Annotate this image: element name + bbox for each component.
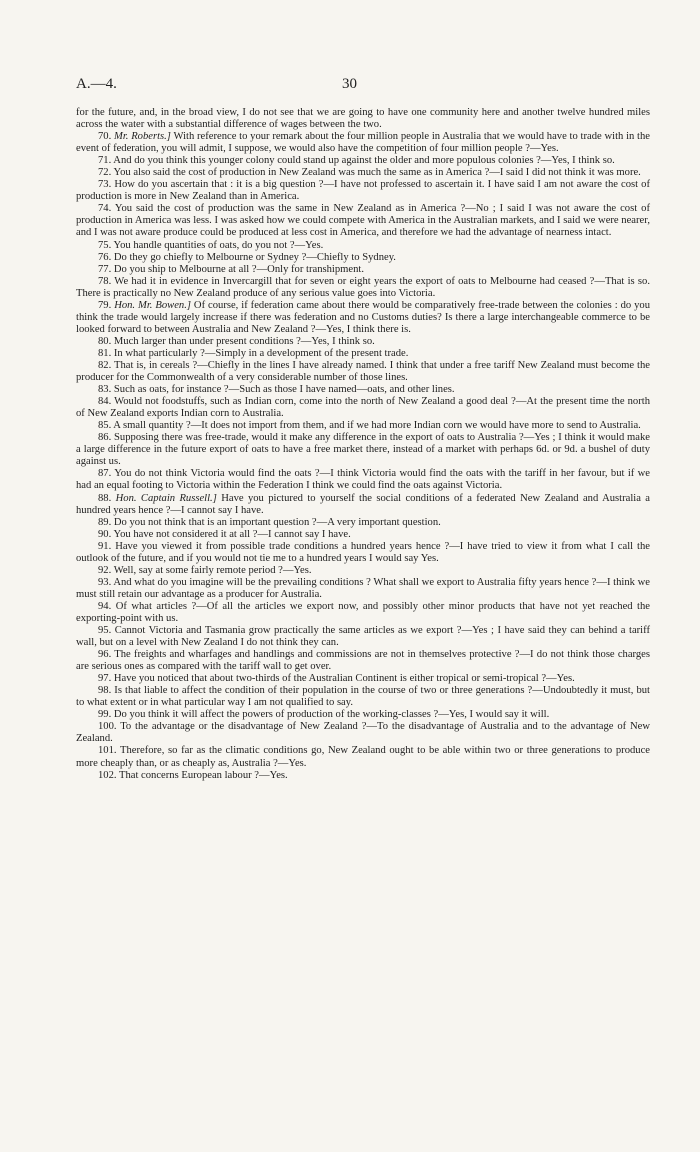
paragraph-97: 97. Have you noticed that about two-thirds of the Australian Continent is either tropical or semi-tropical ?—Yes. bbox=[98, 673, 575, 685]
paragraph-86: 86. Supposing there was free-trade, would it make any difference in the export of oats to Australia ?—Yes ; I think it would make a large difference in the future export of oats to have a free market there, instead of a market with perhaps 6d. or 9d. a bushel of duty against us. bbox=[76, 432, 650, 468]
paragraph-101: 101. Therefore, so far as the climatic conditions go, New Zealand ought to be able within two or three generations to produce more cheaply than, or as cheaply as, Australia ?—Yes. bbox=[76, 745, 650, 769]
paragraph-70: 70. Mr. Roberts.] With reference to your remark about the four million people in Australia that we would have to trade with in the event of federation, you will admit, I suppose, we would also have the competition of four million people ?—Yes. bbox=[76, 131, 650, 155]
paragraph-81: 81. In what particularly ?—Simply in a development of the present trade. bbox=[98, 347, 409, 359]
speaker-name: Hon. Mr. Bowen.] bbox=[114, 299, 191, 311]
paragraph-98: 98. Is that liable to affect the condition of their population in the course of two or three generations ?—Undoubtedly it must, but to what extent or in what particular way I am not qualified to say. bbox=[76, 685, 650, 709]
paragraph-85: 85. A small quantity ?—It does not import from them, and if we had more Indian corn we would have more to send to Australia. bbox=[98, 420, 641, 432]
paragraph-73: 73. How do you ascertain that : it is a big question ?—I have not professed to ascertain it. I have said I am not aware the cost of production is more in New Zealand than in America. bbox=[76, 179, 650, 203]
paragraph-87: 87. You do not think Victoria would find the oats ?—I think Victoria would find the oats with the tariff in her favour, but if we had an equal footing to Victoria within the Federation I think we could find the oats against Victoria. bbox=[76, 468, 650, 492]
paragraph-78: 78. We had it in evidence in Invercargill that for seven or eight years the export of oats to Melbourne had ceased ?—That is so. There is practically no New Zealand produce of any serious value goes into Victoria. bbox=[76, 275, 650, 299]
paragraph-99: 99. Do you think it will affect the powers of production of the working-classes ?—Yes, I would say it will. bbox=[98, 709, 550, 721]
paragraph-83: 83. Such as oats, for instance ?—Such as those I have named—oats, and other lines. bbox=[98, 384, 455, 396]
paragraph-96: 96. The freights and wharfages and handlings and commissions are not in themselves protective ?—I do not think those charges are serious ones as compared with the tariff wall to get over. bbox=[76, 649, 650, 673]
paragraph-77: 77. Do you ship to Melbourne at all ?—Only for transhipment. bbox=[98, 263, 364, 275]
paragraph-88: 88. Hon. Captain Russell.] Have you pictured to yourself the social conditions of a federated New Zealand and Australia a hundred years hence ?—I cannot say I have. bbox=[76, 492, 650, 516]
paragraph-76: 76. Do they go chiefly to Melbourne or Sydney ?—Chiefly to Sydney. bbox=[98, 251, 396, 263]
paragraph-95: 95. Cannot Victoria and Tasmania grow practically the same articles as we export ?—Yes ; I have said they can behind a tariff wall, but on a level with New Zealand I do not think they can. bbox=[76, 625, 650, 649]
speaker-name: Mr. Roberts.] bbox=[114, 131, 171, 143]
paragraph-102: 102. That concerns European labour ?—Yes. bbox=[98, 769, 288, 781]
paragraph-89: 89. Do you not think that is an important question ?—A very important question. bbox=[98, 516, 441, 528]
paragraph-continued: for the future, and, in the broad view, I do not see that we are going to have one community here and another twelve hundred miles across the water with a substantial difference of wages between the two. bbox=[76, 107, 650, 131]
paragraph-79: 79. Hon. Mr. Bowen.] Of course, if federation came about there would be comparatively free-trade between the colonies : do you think the trade would largely increase if there was federation and no Customs duties? Is there a large interchangeable commerce to be looked forward to between Australia and New Zealand ?—Yes, I think there is. bbox=[76, 299, 650, 335]
document-reference: A.—4. bbox=[76, 76, 117, 92]
paragraph-100: 100. To the advantage or the disadvantage of New Zealand ?—To the disadvantage of Australia and to the advantage of New Zealand. bbox=[76, 721, 650, 745]
paragraph-82: 82. That is, in cereals ?—Chiefly in the lines I have already named. I think that under a free tariff New Zealand must become the producer for the Commonwealth of a very considerable number of those lines. bbox=[76, 359, 650, 384]
paragraph-71: 71. And do you think this younger colony could stand up against the older and more populous colonies ?—Yes, I think so. bbox=[98, 155, 615, 167]
paragraph-80: 80. Much larger than under present conditions ?—Yes, I think so. bbox=[98, 335, 375, 347]
paragraph-90: 90. You have not considered it at all ?—I cannot say I have. bbox=[98, 528, 351, 540]
paragraph-93: 93. And what do you imagine will be the prevailing conditions ? What shall we export to Australia fifty years hence ?—I think we must still retain our advantage as a producer for Australia. bbox=[76, 576, 650, 600]
paragraph-75: 75. You handle quantities of oats, do you not ?—Yes. bbox=[98, 239, 324, 251]
paragraph-94: 94. Of what articles ?—Of all the articles we export now, and possibly other minor products that have not yet reached the exporting-point with us. bbox=[76, 600, 650, 624]
paragraph-84: 84. Would not foodstuffs, such as Indian corn, come into the north of New Zealand a good deal ?—At the present time the north of New Zealand exports Indian corn to Australia. bbox=[76, 396, 650, 420]
paragraph-72: 72. You also said the cost of production in New Zealand was much the same as in America ?—I said I did not think it was more. bbox=[98, 167, 641, 179]
speaker-name: Hon. Captain Russell.] bbox=[115, 492, 217, 504]
page-number: 30 bbox=[342, 76, 357, 92]
body-text bbox=[76, 107, 650, 782]
paragraph-92: 92. Well, say at some fairly remote period ?—Yes. bbox=[98, 564, 312, 576]
paragraph-91: 91. Have you viewed it from possible trade conditions a hundred years hence ?—I have tried to view it from what I call the outlook of the future, and if you would not tie me to a hundred years I would say Yes. bbox=[76, 540, 650, 564]
paragraph-74: 74. You said the cost of production was the same in New Zealand as in America ?—No ; I said I was not aware the cost of production in America was less. I was asked how we could compete with America in the Australian markets, and I said we were nearer, and I was not aware produce could be produced at less cost in America, and therefore we had the advantage of nearness intact. bbox=[76, 203, 650, 239]
